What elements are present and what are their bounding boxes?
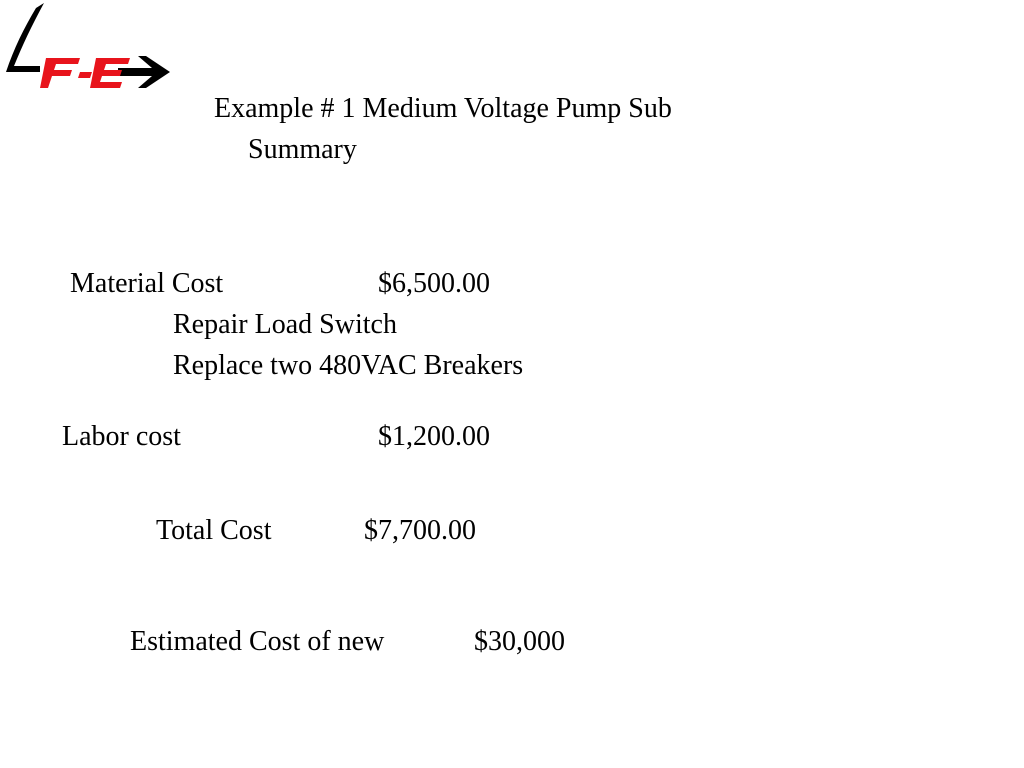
material-cost-label: Material Cost bbox=[70, 268, 224, 299]
material-item-repair-load-switch: Repair Load Switch bbox=[173, 309, 397, 340]
labor-cost-value: $1,200.00 bbox=[378, 421, 490, 452]
total-cost-value: $7,700.00 bbox=[364, 515, 476, 546]
labor-cost-label: Labor cost bbox=[62, 421, 181, 452]
slide-title-line-2: Summary bbox=[248, 134, 357, 165]
total-cost-label: Total Cost bbox=[156, 515, 272, 546]
lfe-logo bbox=[0, 0, 180, 95]
estimated-new-cost-label: Estimated Cost of new bbox=[130, 626, 385, 657]
material-item-replace-breakers: Replace two 480VAC Breakers bbox=[173, 350, 524, 381]
material-cost-value: $6,500.00 bbox=[378, 268, 490, 299]
estimated-new-cost-value: $30,000 bbox=[474, 626, 565, 657]
slide-title-line-1: Example # 1 Medium Voltage Pump Sub bbox=[214, 93, 672, 124]
lfe-logo-icon bbox=[0, 0, 180, 95]
